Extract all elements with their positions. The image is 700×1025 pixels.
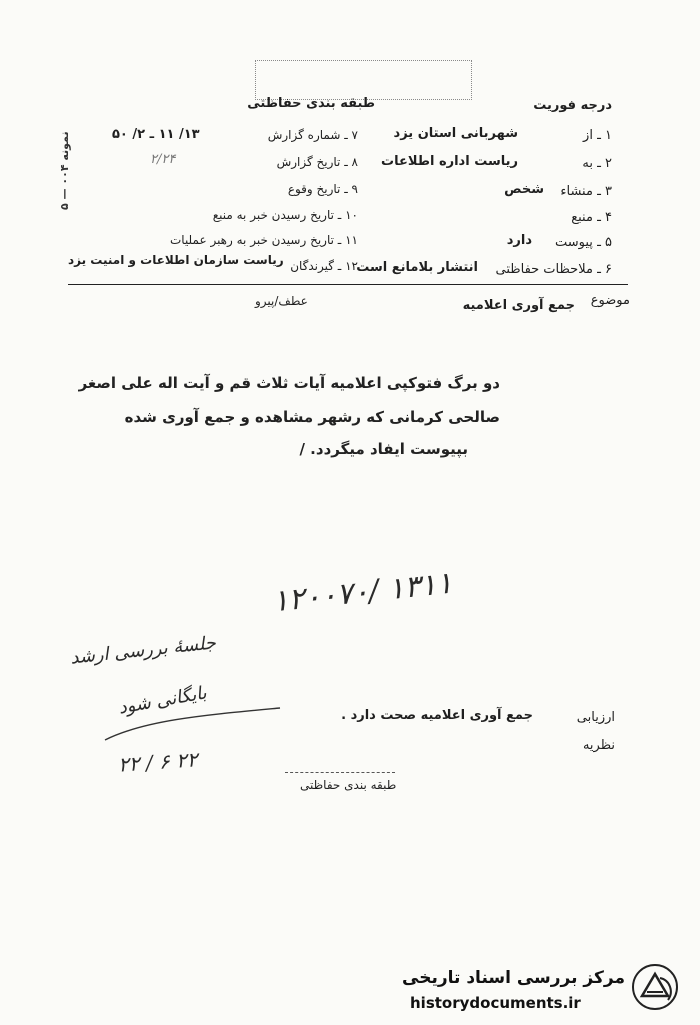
handwritten-number: ۱۲۰۰۷۰/ ۱۳۱۱ (270, 565, 455, 620)
field-security-notes-label: ۶ ـ ملاحظات حفاظتی (495, 262, 612, 277)
field-report-number-label: ۷ ـ شماره گزارش (267, 128, 358, 142)
archive-logo-icon (630, 962, 680, 1012)
field-occurrence-date-label: ۹ ـ تاریخ وقوع (287, 182, 358, 196)
side-note: نمونه ۰۰۴ — ۵ (58, 131, 71, 210)
field-attachment-label: ۵ ـ پیوست (555, 235, 612, 250)
field-to-value: ریاست اداره اطلاعات (381, 154, 518, 169)
classification-label: طبقه بندی حفاظتی (247, 96, 375, 111)
handwritten-note-2: بایگانی شود (116, 682, 209, 719)
field-recipients-label: ۱۲ ـ گیرندگان (290, 259, 358, 273)
subject-value: جمع آوری اعلامیه (462, 298, 575, 313)
watermark-url: historydocuments.ir (410, 994, 581, 1012)
field-from-value: شهربانی استان یزد (393, 126, 518, 141)
field-attachment-value: دارد (506, 233, 532, 248)
body-line-2: صالحی کرمانی که رشهر مشاهده و جمع آوری شده (124, 408, 500, 426)
reference-label: عطف/پیرو (255, 294, 308, 308)
watermark-title: مرکز بررسی اسناد تاریخی (402, 968, 625, 988)
field-ops-date-label: ۱۱ ـ تاریخ رسیدن خبر به رهبر عملیات (169, 233, 358, 247)
handwritten-note-3: ۲۲ / ۶ ۲۲ (117, 747, 199, 777)
field-to-label: ۲ ـ به (582, 156, 612, 171)
field-report-number-value: ۱۳/ ۱۱ ـ ۲/ ۵۰ (112, 127, 200, 142)
evaluation-value: جمع آوری اعلامیه صحت دارد . (341, 708, 533, 723)
body-line-1: دو برگ فتوکپی اعلامیه آیات ثلاث قم و آیت اله علی اصغر (78, 374, 500, 392)
field-report-date-label: ۸ ـ تاریخ گزارش (276, 155, 358, 169)
evaluation-label: ارزیابی (576, 710, 615, 725)
field-recipients-value: ریاست سازمان اطلاعات و امنیت یزد (68, 253, 284, 267)
stamp-box (255, 60, 472, 100)
field-origin-label: ۳ ـ منشاء (560, 184, 612, 199)
opinion-label: نظریه (582, 738, 615, 753)
signature-stroke (95, 700, 295, 750)
field-source-label: ۴ ـ منبع (571, 210, 612, 225)
body-line-3: بپیوست ایفاد میگردد. / (299, 440, 468, 458)
field-from-label: ۱ ـ از (583, 128, 612, 143)
footer-classification: طبقه بندی حفاظتی (300, 778, 397, 792)
handwritten-note-1: جلسهٔ بررسی ارشد (69, 632, 217, 669)
field-origin-value: شخص (504, 182, 544, 197)
field-report-date-value: ۲/۲۴ (150, 152, 176, 167)
header-divider (68, 284, 628, 285)
field-source-date-label: ۱۰ ـ تاریخ رسیدن خبر به منبع (212, 208, 358, 222)
urgency-label: درجه فوریت (533, 98, 612, 113)
subject-label: موضوع (590, 293, 630, 308)
footer-divider (285, 772, 395, 773)
field-security-notes-value: انتشار بلامانع است (356, 260, 478, 275)
